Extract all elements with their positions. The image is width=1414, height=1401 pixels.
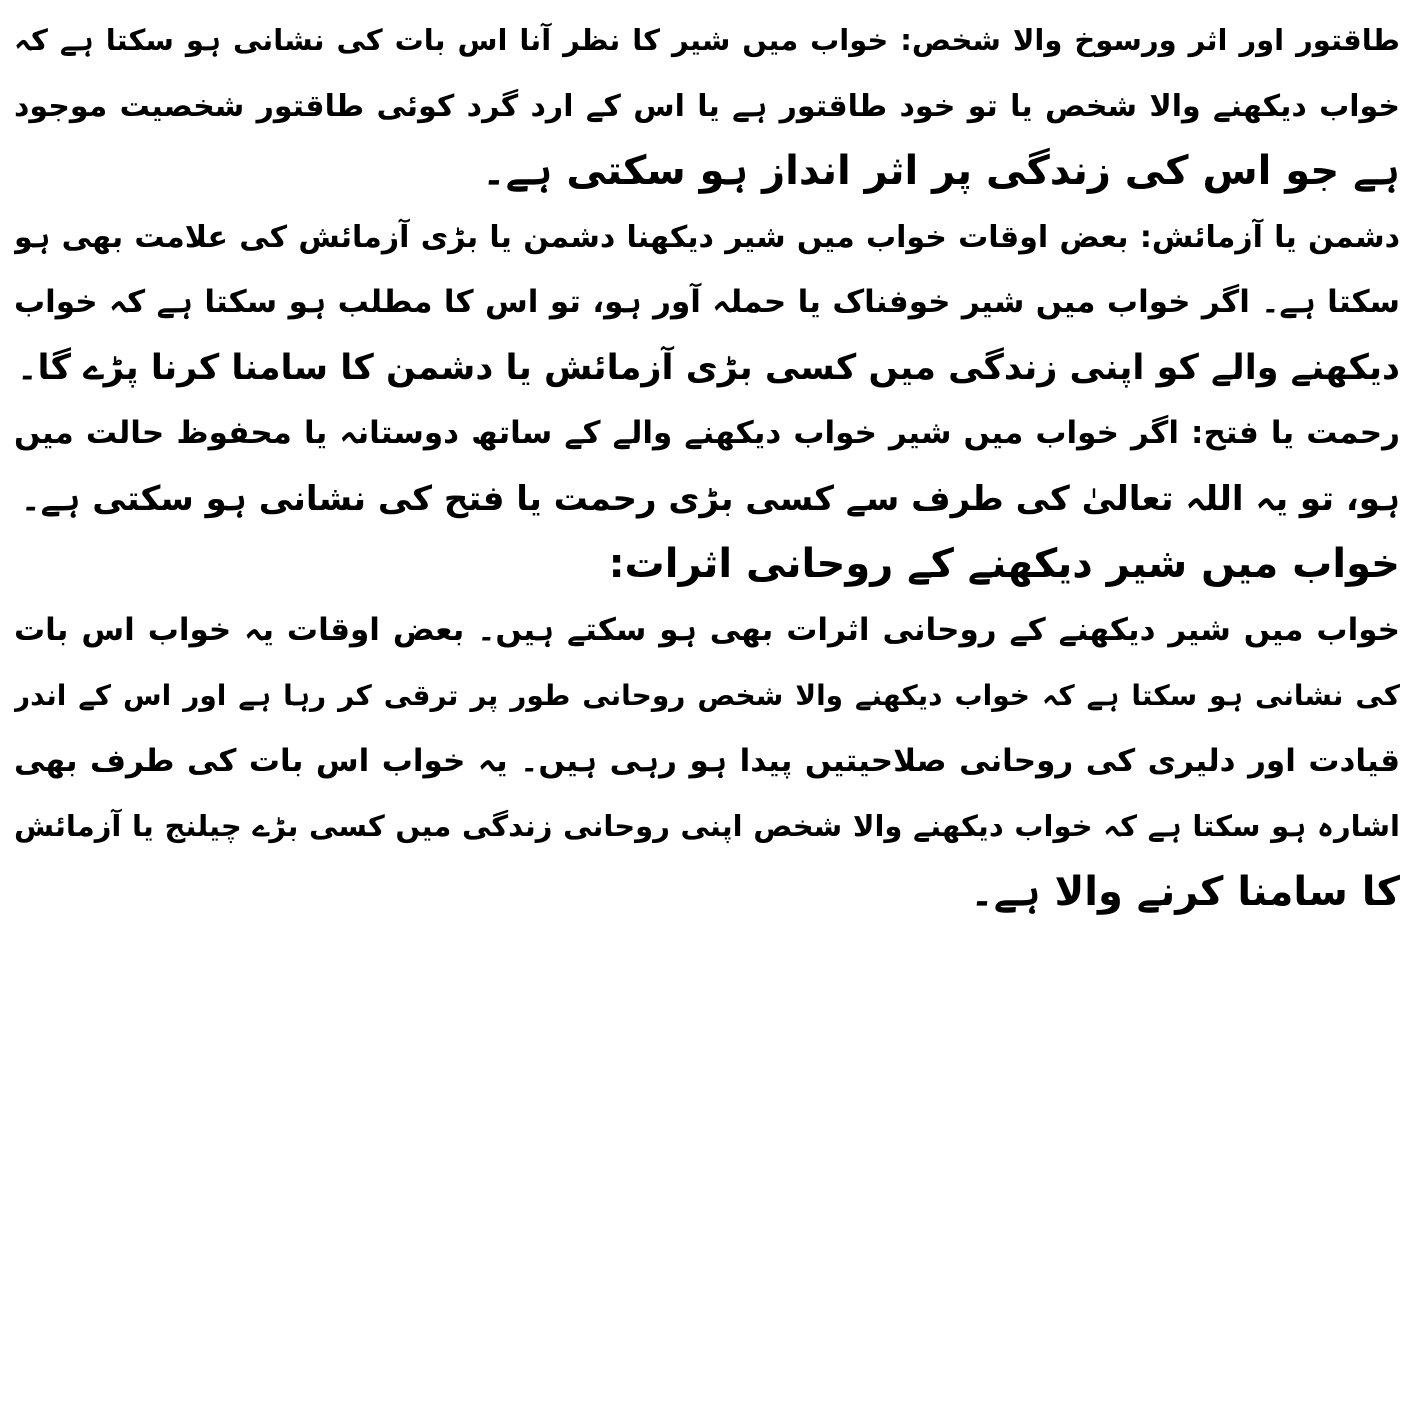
text-line: ہو، تو یہ اللہ تعالیٰ کی طرف سے کسی بڑی رحمت یا فتح کی نشانی ہو سکتی ہے۔ xyxy=(20,478,1400,519)
text-line: رحمت یا فتح: اگر خواب میں شیر خواب دیکھنے والے کے ساتھ دوستانہ یا محفوظ حالت میں xyxy=(14,415,1400,451)
section-heading: خواب میں شیر دیکھنے کے روحانی اثرات: xyxy=(608,541,1400,587)
text-line: دشمن یا آزمائش: بعض اوقات خواب میں شیر دیکھنا دشمن یا بڑی آزمائش کی علامت بھی ہو xyxy=(14,219,1400,255)
text-line: طاقتور اور اثر ورسوخ والا شخص: خواب میں شیر کا نظر آنا اس بات کی نشانی ہو سکتا ہے کہ xyxy=(14,23,1400,57)
text-line: سکتا ہے۔ اگر خواب میں شیر خوفناک یا حملہ آور ہو، تو اس کا مطلب ہو سکتا ہے کہ خواب xyxy=(14,284,1400,320)
text-line: کی نشانی ہو سکتا ہے کہ خواب دیکھنے والا شخص روحانی طور پر ترقی کر رہا ہے اور اس کے اندر xyxy=(14,679,1400,712)
text-line: اشارہ ہو سکتا ہے کہ خواب دیکھنے والا شخص اپنی روحانی زندگی میں کسی بڑے چیلنج یا آزمائش xyxy=(14,809,1400,843)
text-line: کا سامنا کرنے والا ہے۔ xyxy=(970,868,1400,915)
text-line: ہے جو اس کی زندگی پر اثر انداز ہو سکتی ہے۔ xyxy=(482,148,1400,194)
text-line: دیکھنے والے کو اپنی زندگی میں کسی بڑی آزمائش یا دشمن کا سامنا کرنا پڑے گا۔ xyxy=(17,347,1400,388)
text-line: قیادت اور دلیری کی روحانی صلاحیتیں پیدا ہو رہی ہیں۔ یہ خواب اس بات کی طرف بھی xyxy=(14,742,1400,779)
text-line: خواب دیکھنے والا شخص یا تو خود طاقتور ہے یا اس کے ارد گرد کوئی طاقتور شخصیت موجود xyxy=(14,88,1400,124)
text-line: خواب میں شیر دیکھنے کے روحانی اثرات بھی ہو سکتے ہیں۔ بعض اوقات یہ خواب اس بات xyxy=(14,611,1400,648)
